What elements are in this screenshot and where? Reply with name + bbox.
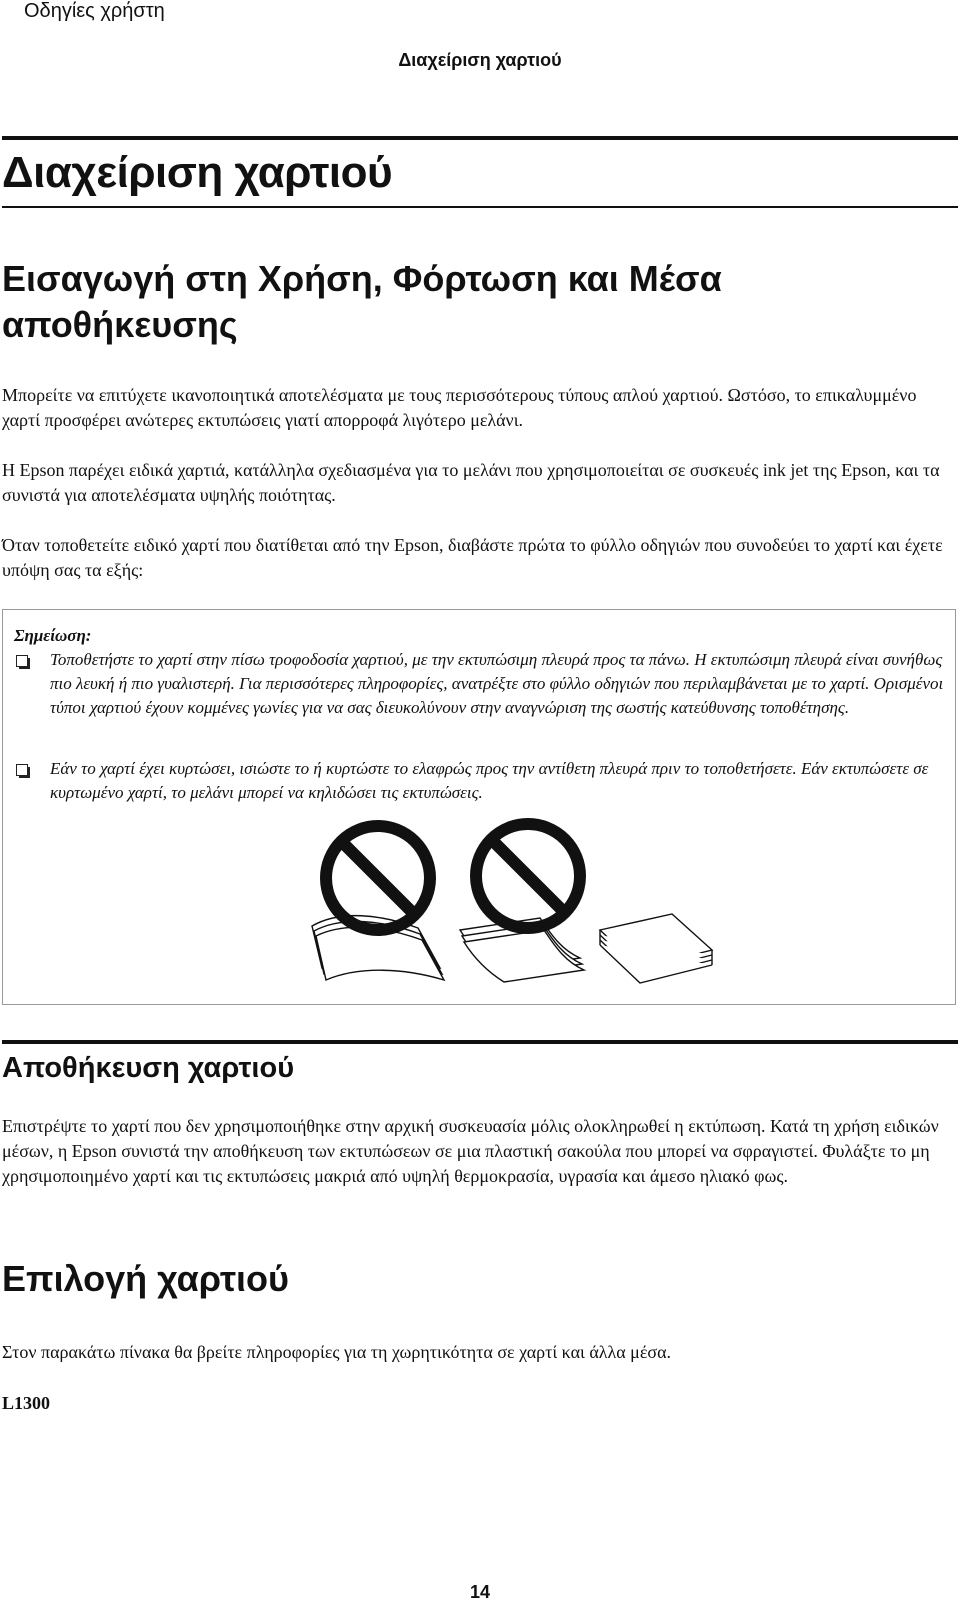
intro-paragraph-2: Η Epson παρέχει ειδικά χαρτιά, κατάλληλα σχεδιασμένα για το μελάνι που χρησιμοποιείται σε συσκευές ink jet της Epson, και τα συνιστά για αποτελέσματα υψηλής ποιότητας. xyxy=(2,460,940,505)
selection-paragraph: Στον παρακάτω πίνακα θα βρείτε πληροφορίες για τη χωρητικότητα σε χαρτί και άλλα μέσα. xyxy=(2,1342,672,1362)
running-head: Διαχείριση χαρτιού xyxy=(398,50,562,70)
intro-paragraph-1: Μπορείτε να επιτύχετε ικανοποιητικά αποτελέσματα με τους περισσότερους τύπους απλού χαρτιού. Ωστόσο, το επικαλυμμένο χαρτί προσφέρει ανώτερες εκτυπώσεις γιατί απορροφά λιγότερο μελάνι. xyxy=(2,385,917,430)
paper-curl-illustration xyxy=(300,818,720,988)
selection-heading: Επιλογή χαρτιού xyxy=(2,1258,289,1299)
checkbox-icon xyxy=(16,764,28,776)
document-title: Οδηγίες χρήστη xyxy=(24,0,165,22)
intro-heading: Εισαγωγή στη Χρήση, Φόρτωση και Μέσα αποθήκευσης xyxy=(2,258,722,345)
prohibited-icon xyxy=(476,824,580,928)
intro-paragraph-3: Όταν τοποθετείτε ειδικό χαρτί που διατίθεται από την Epson, διαβάστε πρώτα το φύλλο οδηγιών που συνοδεύει το χαρτί και έχετε υπόψη σας τα εξής: xyxy=(2,535,943,580)
note-item-1: Τοποθετήστε το χαρτί στην πίσω τροφοδοσία χαρτιού, με την εκτυπώσιμη πλευρά προς τα πάνω. Η εκτυπώσιμη πλευρά είναι συνήθως πιο λευκή ή πιο γυαλιστερή. Για περισσότερες πληροφορίες, ανατρέξτε στο φύλλο οδηγιών που περιλαμβάνεται με το χαρτί. Ορισμένοι τύποι χαρτιού έχουν κομμένες γωνίες για να σας διευκολύνουν στην αναγνώριση της σωστής κατεύθυνσης τοποθέτησης. xyxy=(50,650,944,717)
section-rule xyxy=(2,136,958,140)
title-underline xyxy=(2,206,958,208)
storage-paragraph: Επιστρέψτε το χαρτί που δεν χρησιμοποιήθηκε στην αρχική συσκευασία μόλις ολοκληρωθεί η εκτύπωση. Κατά τη χρήση ειδικών μέσων, η Epson συνιστά την αποθήκευση των εκτυπώσεων σε μια πλαστική σακούλα που μπορεί να σφραγιστεί. Φυλάξτε το μη χρησιμοποιημένο χαρτί και τις εκτυπώσεις μακριά από υψηλή θερμοκρασία, υγρασία και άμεσο ηλιακό φως. xyxy=(2,1116,939,1186)
flat-paper-stack-icon xyxy=(600,914,712,983)
note-item-2: Εάν το χαρτί έχει κυρτώσει, ισιώστε το ή κυρτώστε το ελαφρώς προς την αντίθετη πλευρά πριν το τοποθετήσετε. Εάν εκτυπώσετε σε κυρτωμένο χαρτί, το μελάνι μπορεί να κηλιδώσει τις εκτυπώσεις. xyxy=(50,759,929,802)
storage-heading: Αποθήκευση χαρτιού xyxy=(2,1052,295,1084)
prohibited-icon xyxy=(326,826,430,930)
section-rule xyxy=(2,1040,958,1044)
page-title: Διαχείριση χαρτιού xyxy=(2,148,393,197)
note-label: Σημείωση: xyxy=(14,626,92,645)
model-label: L1300 xyxy=(2,1393,51,1413)
checkbox-icon xyxy=(16,655,28,667)
page-number: 14 xyxy=(469,1582,491,1602)
